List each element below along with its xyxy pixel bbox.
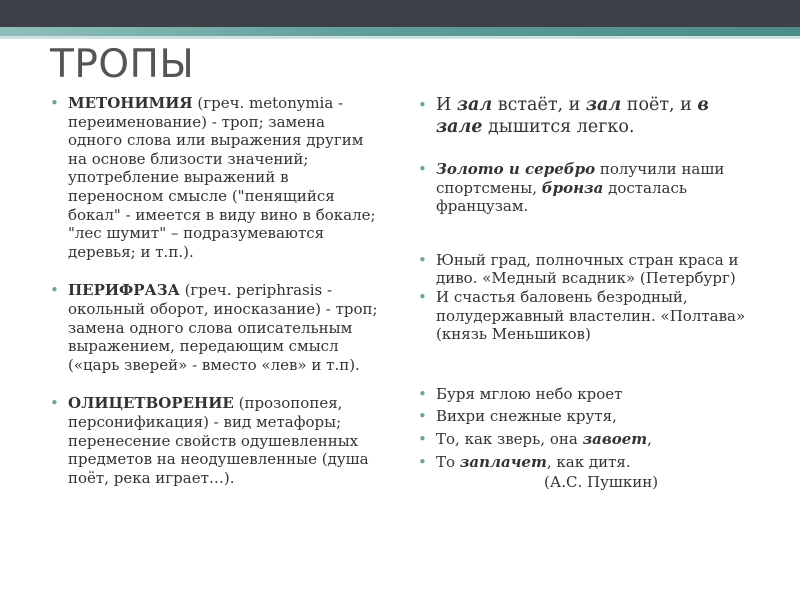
poem-line-text: , как дитя. [546,452,631,471]
header-teal-bar [0,27,800,36]
example-gold-text: получили наши спортсмены, [436,160,725,197]
bullet-icon: • [418,250,427,269]
poem-line [418,430,758,449]
poem-line-text: Вихри снежные крутя, [436,407,617,426]
poem-emphasis: заплачет [459,452,547,471]
poem-line [418,385,758,404]
metonymy-paragraph [50,94,380,261]
example-petersburg [418,251,758,288]
example-gold-emphasis: бронза [541,178,604,197]
poem-line-text: То [436,452,460,471]
personification-text: (прозопопея, персонификация) - вид метафоры; перенесение свойств одушевленных предметов на неодушевленные (душа поёт, река играет…). [68,394,369,487]
bullet-icon: • [50,394,59,413]
slide-title: ТРОПЫ [50,42,195,87]
example-gold [418,160,758,216]
poem-line-text: То, как зверь, она [436,429,583,448]
example-hall-text: дышится легко. [482,117,635,137]
example-menshikov-text: И счастья баловень безродный, полудержавный властелин. «Полтава» (князь Меньшиков) [436,287,746,344]
bullet-icon: • [418,287,427,306]
bullet-icon: • [50,281,59,300]
bullet-icon: • [418,407,427,426]
example-menshikov [418,288,758,344]
header-light-line [0,36,800,39]
poem-author: (А.С. Пушкин) [544,473,659,492]
bullet-icon: • [418,452,427,471]
periphrasis-paragraph [50,281,380,374]
bullet-icon: • [50,94,59,112]
example-hall-text: поёт, и [621,95,698,115]
example-hall-text: И [436,95,457,115]
bullet-icon: • [418,160,427,178]
metonymy-text: (греч. metonymia - переименование) - троп; замена одного слова или выражения другим на основе близости значений; употребление выражений в переносном смысле ("пенящийся бокал" - имеется в виду вино в бокале; "лес шумит" – подразумеваются деревья; и т.п.). [68,94,376,261]
example-petersburg-text: Юный град, полночных стран краса и диво. «Медный всадник» (Петербург) [436,250,739,288]
example-gold-emphasis: Золото и серебро [436,160,596,178]
periphrasis-term: ПЕРИФРАЗА [68,281,180,300]
bullet-icon: • [418,384,427,403]
header-dark-bar [0,0,800,27]
bullet-icon: • [418,429,427,448]
poem-line [418,407,758,426]
personification-term: ОЛИЦЕТВОРЕНИЕ [68,394,234,413]
example-gold-text: досталась французам. [436,178,688,216]
periphrasis-text: (греч. periphrasis - окольный оборот, иносказание) - троп; замена одного слова описательным выражением, передающим смысл («царь зверей» - вместо «лев» и т.п). [68,281,378,374]
left-column [50,94,380,487]
example-hall-emphasis: в зале [436,95,709,137]
example-hall-emphasis: зал [585,95,622,115]
example-hall-text: встаёт, и [492,95,586,115]
metonymy-term: МЕТОНИМИЯ [68,94,193,112]
bullet-icon: • [418,96,427,114]
poem-line-text: Буря мглою небо кроет [436,384,623,403]
example-hall [418,94,758,138]
right-column [418,94,758,492]
poem-emphasis: завоет [582,429,648,448]
poem-line [418,453,758,472]
example-hall-emphasis: зал [456,95,493,115]
poem-line-text: , [647,429,652,448]
personification-paragraph [50,394,380,487]
